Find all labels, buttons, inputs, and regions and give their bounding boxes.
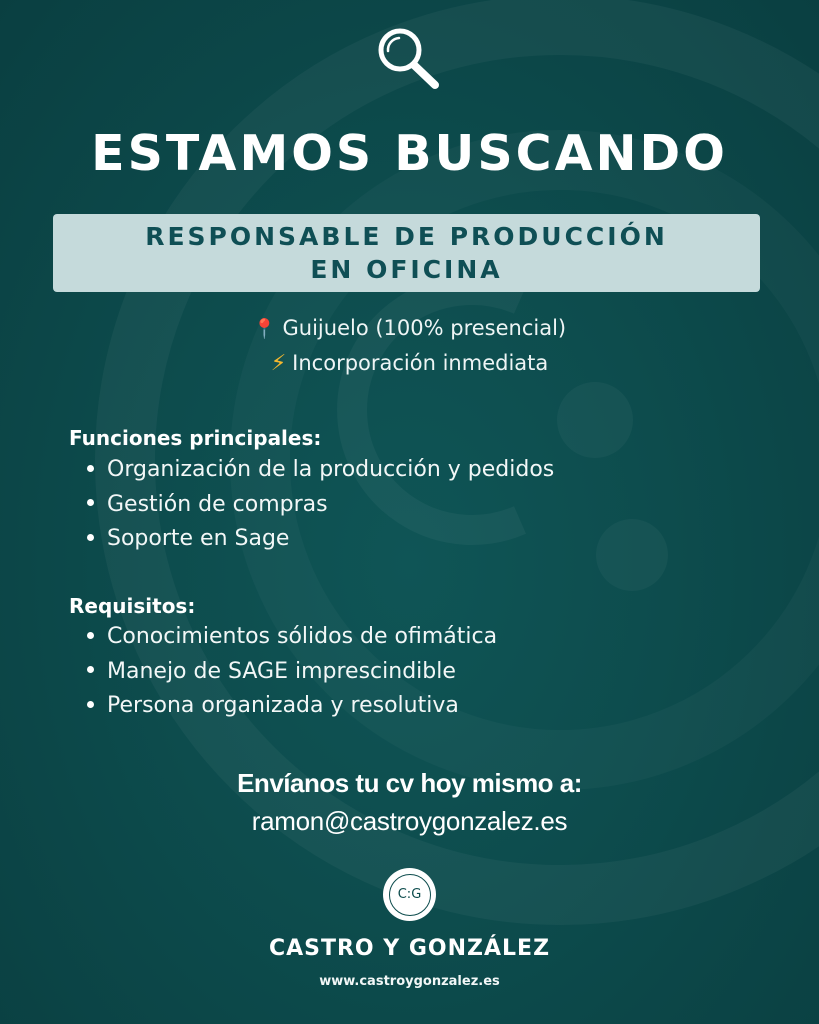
list-item: Gestión de compras — [87, 488, 554, 523]
location-line — [0, 313, 819, 344]
pin-icon: 📍 — [252, 318, 277, 340]
bullet-icon — [87, 465, 94, 472]
job-title-line-1: RESPONSABLE DE PRODUCCIÓN — [145, 222, 668, 251]
website-link[interactable]: www.castroygonzalez.es — [319, 974, 500, 989]
search-icon — [372, 24, 444, 92]
lightning-icon: ⚡ — [270, 351, 287, 376]
bullet-icon — [87, 534, 94, 541]
list-item: Persona organizada y resolutiva — [87, 689, 497, 724]
bullet-icon — [87, 701, 94, 708]
list-item: Organización de la producción y pedidos — [87, 453, 554, 488]
brand-logo-icon — [383, 868, 436, 921]
list-item: Manejo de SAGE imprescindible — [87, 655, 497, 690]
bullet-icon — [87, 632, 94, 639]
job-title-line-2: EN OFICINA — [310, 255, 503, 284]
bullet-icon — [87, 666, 94, 673]
functions-list — [87, 453, 554, 557]
cta-heading: Envíanos tu cv hoy mismo a: — [237, 768, 582, 798]
functions-heading: Funciones principales: — [69, 426, 322, 450]
availability-line — [0, 348, 819, 379]
page-title: ESTAMOS BUSCANDO — [91, 125, 728, 182]
logo-monogram: C:G — [389, 874, 431, 916]
availability-text: Incorporación inmediata — [292, 351, 549, 375]
bullet-icon — [87, 499, 94, 506]
location-text: Guijuelo (100% presencial) — [282, 316, 567, 340]
list-item: Soporte en Sage — [87, 522, 554, 557]
list-item: Conocimientos sólidos de ofimática — [87, 620, 497, 655]
contact-email-link[interactable]: ramon@castroygonzalez.es — [251, 806, 568, 836]
brand-name: CASTRO Y GONZÁLEZ — [268, 936, 551, 961]
requirements-heading: Requisitos: — [69, 594, 196, 618]
requirements-list — [87, 620, 497, 724]
job-title-box — [53, 214, 760, 292]
